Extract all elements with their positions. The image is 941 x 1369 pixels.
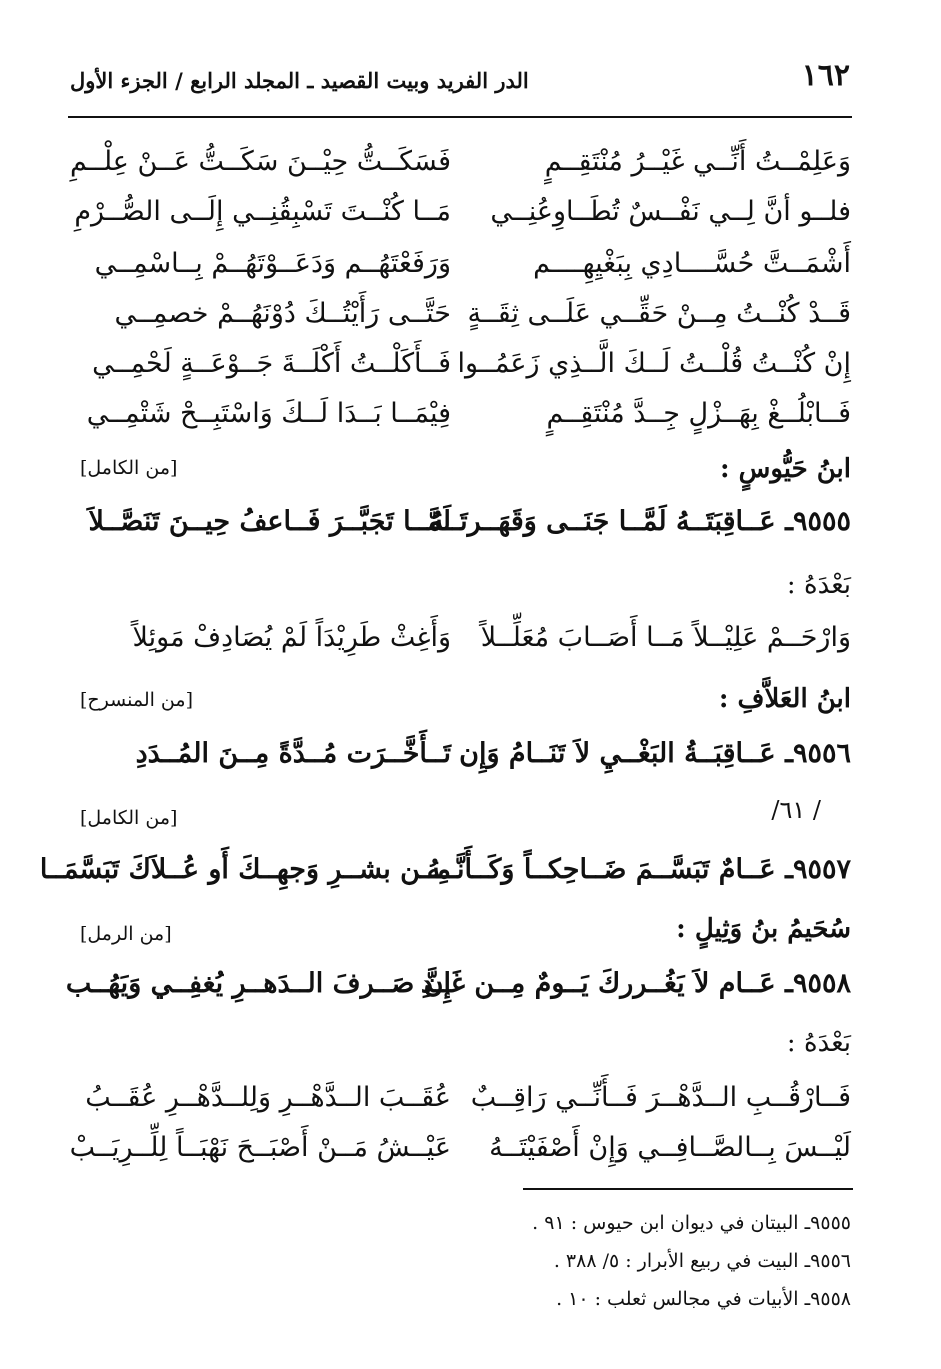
footnote-rule [523, 1188, 853, 1190]
verse-second-hemistich: عُقَــبَ الــدَّهْــرِ وَلِلــدَّهْــرِ عُقَــبُ [85, 1082, 451, 1113]
verse-first-hemistich: فلــو أنَّ لِــي نَفْــسٌ تُطَــاوِعُنِــي [490, 196, 851, 227]
verse-row [0, 608, 941, 668]
verse-row [0, 384, 941, 444]
verse-first-hemistich: لَيْــسَ بِــالصَّــافِــي وَإِنْ أَصْفَيْتَــهُ [489, 1132, 851, 1163]
footnote: ٩٥٥٦ـ البيت في ربيع الأبرار : ٥/ ٣٨٨ . [553, 1250, 851, 1272]
verse-second-hemistich: عَيْــشُ مَــنْ أَصْبَــحَ نَهْبَــاً لِلِّــرِيَــبْ [69, 1132, 451, 1163]
meter-label: [من الرمل] [80, 923, 172, 945]
poet-name: ابنُ حَيُّوسٍ : [719, 454, 851, 484]
verse-row-9556 [0, 724, 941, 784]
verse-second-hemistich: مِــن بشــرِ وَجهِــكَ أَو عُــلاَكَ تَبَسَّمَــا [39, 854, 451, 885]
verse-second-hemistich: لَمَّــا تَجَبَّــرَ فَــاعفُ حِيــنَ تَنَصَّــلاَ [88, 506, 451, 537]
after-label: بَعْدَهُ : [786, 1028, 851, 1058]
verse-second-hemistich: فَسَكَــتُّ حِيْــنَ سَكَــتُّ عَــنْ عِلْــمِ [70, 146, 451, 177]
poet-name: سُحَيمُ بنُ وَثِيلٍ : [676, 914, 851, 944]
verse-row-9558 [0, 954, 941, 1014]
meter-label: [من الكامل] [80, 807, 178, 829]
verse-row-9557 [0, 840, 941, 900]
verse-second-hemistich: فِيْمَــا بَــدَا لَــكَ وَاسْتَبِــحْ شَتْمِــي [86, 398, 451, 429]
verse-first-hemistich: وَعَلِمْــتُ أَنِّــي غَيْــرُ مُنْتَقِــمٍ [544, 146, 851, 177]
verse-first-hemistich: فَــارْقُــبِ الــدَّهْــرَ فَــأَنِّــي رَاقِــبٌ [470, 1082, 851, 1113]
verse-first-hemistich: إِنْ كُنْــتُ قُلْــتُ لَــكَ الَّــذِي زَعَمُــوا [457, 348, 851, 379]
verse-first-hemistich: ٩٥٥٧ـ عَــامٌ تَبَسَّــمَ ضَــاحِكــاً وَكَــأَنَّــهُ [426, 854, 851, 885]
page-number: ١٦٢ [801, 58, 850, 93]
verse-first-hemistich: وَارْحَــمْ عَلِيْــلاً مَــا أَصَــابَ مُعَلِّــلاً [480, 622, 851, 653]
header-rule [68, 116, 852, 118]
verse-first-hemistich: ٩٥٥٦ـ عَــاقِبَــةُ البَغْــيِ لاَ تَنَــامُ وَإِن [459, 738, 851, 769]
verse-first-hemistich: أَشْمَــتَّ حُسَّــــادِي بِبَغْيِهِــــم [533, 248, 851, 279]
verse-row [0, 1118, 941, 1178]
verse-first-hemistich: ٩٥٥٥ـ عَــاقِبَتَــهُ لَمَّــا جَنَــى وَقَهَــرتَــهُ [429, 506, 851, 537]
after-label: بَعْدَهُ : [786, 570, 851, 600]
verse-first-hemistich: ٩٥٥٨ـ عَــام لاَ يَغُــرركَ يَــومٌ مِــن غَــدِ [420, 968, 851, 999]
verse-second-hemistich: تَــأَخَّــرَت مُــدَّةً مِــنَ المُــدَدِ [135, 738, 451, 769]
verse-second-hemistich: فَــأَكَلْــتُ أَكْلَــةَ جَــوْعَــةٍ لَحْمِــي [92, 348, 451, 379]
poet-name: ابنُ العَلاَّفِ : [718, 684, 851, 714]
meter-label: [من المنسرح] [80, 689, 193, 711]
footnote: ٩٥٥٥ـ البيتان في ديوان ابن حيوس : ٩١ . [532, 1212, 851, 1234]
verse-second-hemistich: حَتَّــى رَأَيْتُــكَ دُوْنَهُــمْ خصمِــي [114, 298, 451, 329]
verse-second-hemistich: مَــا كُنْــتَ تَسْبِقُنِــي إِلَــى الصُّــرْمِ [74, 196, 451, 227]
meter-label: [من الكامل] [80, 457, 178, 479]
page-header [70, 58, 850, 108]
verse-row-9555 [0, 492, 941, 552]
source-reference: / ٦١/ [771, 796, 821, 824]
verse-row [0, 182, 941, 242]
verse-second-hemistich: إِنَّ صَــرفَ الــدَهــرِ يُغفِــي وَيَهُــب [65, 968, 451, 999]
running-title: الدر الفريد وبيت القصيد ـ المجلد الرابع / الجزء الأول [70, 68, 529, 93]
verse-first-hemistich: فَــابْلُــغْ بِهَــزْلٍ جِــدَّ مُنْتَقِــمٍ [546, 398, 851, 429]
footnote: ٩٥٥٨ـ الأبيات في مجالس ثعلب : ١٠ . [556, 1288, 851, 1310]
verse-first-hemistich: قَــدْ كُنْــتُ مِــنْ حَقِّــي عَلَــى ثِقَــةٍ [467, 298, 851, 329]
verse-second-hemistich: وَأَغِثْ طَرِيْدَاً لَمْ يُصَادِفْ مَوئِلاً [132, 622, 451, 653]
verse-second-hemistich: وَرَفَعْتَهُــم وَدَعَــوْتَهُــمْ بِــاسْمِــي [94, 248, 451, 279]
